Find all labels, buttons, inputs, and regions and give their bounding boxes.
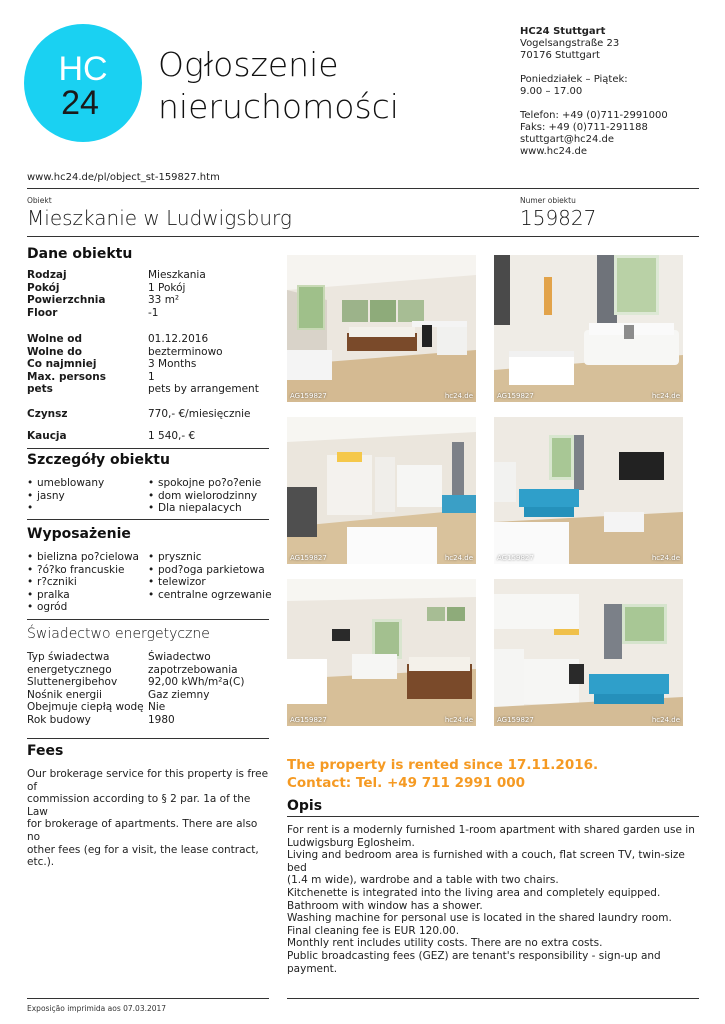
list-item: • ?ó?ko francuskie (27, 564, 139, 577)
energy-key: Obejmuje ciepłą wodę (27, 701, 144, 713)
detail-key: Co najmniej (27, 358, 97, 370)
details-heading: Dane obiektu (27, 246, 133, 262)
energy-heading: Świadectwo energetyczne (27, 626, 210, 642)
agency-name: HC24 Stuttgart (520, 26, 606, 37)
energy-row (27, 689, 244, 702)
fees-line: Our brokerage service for this property is free of (27, 768, 269, 793)
document-title (158, 44, 399, 128)
detail-row (27, 346, 259, 359)
photo-caption-id: AG159827 (290, 554, 327, 562)
document-title-line2: nieruchomości (158, 87, 399, 126)
fees-line: commission according to § 2 par. 1a of the Law (27, 793, 251, 818)
list-item: • dom wielorodzinny (148, 490, 261, 503)
description-line: Kitchenette is integrated into the living area and completely equipped. (287, 886, 661, 899)
energy-key: Nośnik energii (27, 688, 102, 701)
description-line: Bathroom with window has a shower. (287, 899, 483, 912)
detail-value: 3 Months (148, 358, 197, 370)
energy-value: Świadectwo (148, 651, 211, 663)
agency-street: Vogelsangstraße 23 (520, 38, 620, 49)
energy-table (27, 651, 244, 726)
detail-value: 1 (148, 370, 155, 383)
detail-value: bezterminowo (148, 345, 223, 358)
agency-city: 70176 Stuttgart (520, 50, 600, 61)
description-line: For rent is a modernly furnished 1-room apartment with shared garden use in (287, 824, 695, 836)
equipment-heading: Wyposażenie (27, 526, 131, 542)
rented-notice-contact: Contact: Tel. +49 711 2991 000 (287, 775, 526, 791)
detail-row (27, 307, 206, 320)
object-number-label: Numer obiektu (520, 196, 576, 205)
equipment-list-right (148, 551, 272, 601)
description-line: Final cleaning fee is EUR 120.00. (287, 924, 460, 937)
photo-room-overview[interactable] (287, 417, 476, 564)
photo-bedroom[interactable] (287, 255, 476, 402)
energy-row (27, 676, 244, 689)
photo-caption-site: hc24.de (651, 554, 680, 562)
detail-key: Floor (27, 306, 58, 319)
list-item: • r?czniki (27, 576, 139, 589)
object-number: 159827 (520, 206, 597, 230)
divider-equipment (27, 619, 269, 620)
document-title-line1: Ogłoszenie (158, 45, 339, 84)
hc24-logo (24, 24, 142, 142)
list-item: • jasny (27, 490, 104, 503)
list-item: • prysznic (148, 551, 272, 564)
details-group2 (27, 333, 259, 396)
list-item: • Dla niepalacych (148, 502, 261, 515)
detail-key: pets (27, 383, 53, 395)
detail-value: 1 Pokój (148, 281, 186, 294)
energy-row (27, 701, 244, 714)
energy-value: zapotrzebowania (148, 663, 238, 676)
photo-caption-site: hc24.de (444, 716, 473, 724)
photo-caption-site: hc24.de (444, 392, 473, 400)
photo-bed-sofa[interactable] (287, 579, 476, 726)
detail-key: Wolne od (27, 333, 83, 345)
details-group1 (27, 269, 206, 319)
agency-hours-label: Poniedziałek – Piątek: (520, 74, 628, 85)
energy-key: Rok budowy (27, 713, 91, 726)
energy-value: Nie (148, 701, 166, 713)
divider-object (27, 236, 699, 237)
rented-notice (287, 756, 598, 792)
photo-caption-id: AG159827 (497, 716, 534, 724)
photo-caption-site: hc24.de (444, 554, 473, 562)
divider-energy (27, 738, 269, 739)
agency-fax: Faks: +49 (0)711-291188 (520, 122, 648, 133)
photo-caption-id: AG159827 (290, 716, 327, 724)
list-item: • centralne ogrzewanie (148, 589, 272, 602)
divider-features (27, 519, 269, 520)
detail-value: Mieszkania (148, 269, 206, 281)
deposit-row (27, 430, 195, 443)
energy-key: energetycznego (27, 663, 112, 676)
description-text (287, 824, 707, 975)
photo-dining-tv[interactable] (494, 417, 683, 564)
detail-row (27, 282, 206, 295)
detail-value: -1 (148, 306, 159, 319)
divider-description (287, 816, 699, 817)
agency-email: stuttgart@hc24.de (520, 134, 615, 145)
detail-row (27, 269, 206, 282)
logo-text-bottom: 24 (61, 84, 99, 122)
description-line: Public broadcasting fees (GEZ) are tenant's responsibility - sign-up and payment. (287, 949, 661, 975)
rent-row (27, 408, 251, 421)
detail-key: Rodzaj (27, 269, 67, 281)
detail-row (27, 294, 206, 307)
features-list-left (27, 477, 104, 502)
detail-row (27, 383, 259, 396)
logo-text-top: HC (58, 50, 108, 88)
photo-caption-site: hc24.de (651, 392, 680, 400)
photo-caption-id: AG159827 (497, 554, 534, 562)
object-url[interactable]: www.hc24.de/pl/object_st-159827.htm (27, 172, 220, 183)
fees-text (27, 768, 272, 869)
footer-divider-right (287, 998, 699, 999)
divider-details (27, 448, 269, 449)
energy-key: Sluttenergibehov (27, 676, 118, 688)
object-title: Mieszkanie w Ludwigsburg (27, 206, 292, 230)
agency-contact (520, 26, 668, 158)
equipment-list-left (27, 551, 139, 614)
detail-key: Powierzchnia (27, 294, 106, 306)
agency-phone: Telefon: +49 (0)711-2991000 (520, 110, 668, 121)
list-item: • bielizna po?cielowa (27, 551, 139, 564)
fees-line: other fees (eg for a visit, the lease contract, etc.). (27, 843, 259, 869)
description-line: Washing machine for personal use is located in the shared laundry room. (287, 912, 672, 925)
detail-value: pets by arrangement (148, 383, 259, 395)
print-date: Exposição imprimida aos 07.03.2017 (27, 1004, 167, 1013)
list-item: • pod?oga parkietowa (148, 564, 272, 577)
agency-hours: 9.00 – 17.00 (520, 86, 583, 97)
footer-divider-left (27, 998, 269, 999)
description-heading: Opis (287, 798, 323, 814)
photo-caption-id: AG159827 (290, 392, 327, 400)
list-item: • spokojne po?o?enie (148, 477, 261, 490)
photo-caption-site: hc24.de (651, 716, 680, 724)
deposit-value: 1 540,- € (148, 430, 196, 442)
object-label: Obiekt (27, 196, 52, 205)
detail-key: Pokój (27, 281, 60, 294)
list-item: • ogród (27, 601, 139, 614)
energy-value: 1980 (148, 713, 175, 726)
agency-web: www.hc24.de (520, 146, 588, 157)
rent-key: Czynsz (27, 408, 68, 420)
detail-value: 01.12.2016 (148, 333, 209, 345)
description-line: Monthly rent includes utility costs. There are no extra costs. (287, 937, 603, 950)
energy-row (27, 651, 244, 664)
fees-line: for brokerage of apartments. There are also no (27, 818, 258, 843)
features-heading: Szczegóły obiektu (27, 452, 170, 468)
detail-key: Max. persons (27, 370, 106, 383)
photo-caption-id: AG159827 (497, 392, 534, 400)
photo-kitchenette[interactable] (494, 579, 683, 726)
rented-notice-line1: The property is rented since 17.11.2016. (287, 757, 599, 773)
energy-row (27, 664, 244, 677)
energy-value: 92,00 kWh/m²a(C) (148, 676, 245, 688)
photo-living-sofa[interactable] (494, 255, 683, 402)
list-item: • umeblowany (27, 477, 104, 490)
deposit-key: Kaucja (27, 430, 67, 442)
list-item: • telewizor (148, 576, 272, 589)
detail-row (27, 333, 259, 346)
description-line: (1.4 m wide), wardrobe and a table with two chairs. (287, 874, 559, 887)
description-line: Living and bedroom area is furnished with a couch, flat screen TV, twin-size bed (287, 849, 685, 874)
energy-value: Gaz ziemny (148, 688, 210, 701)
detail-key: Wolne do (27, 345, 83, 358)
list-item: • pralka (27, 589, 139, 602)
detail-row (27, 371, 259, 384)
rent-value: 770,- €/miesięcznie (148, 408, 251, 420)
energy-row (27, 714, 244, 727)
fees-heading: Fees (27, 743, 64, 759)
detail-value: 33 m² (148, 294, 180, 306)
description-line: Ludwigsburg Eglosheim. (287, 836, 415, 849)
features-list-right (148, 477, 261, 515)
energy-key: Typ świadectwa (27, 651, 110, 663)
divider-top (27, 188, 699, 189)
detail-row (27, 358, 259, 371)
